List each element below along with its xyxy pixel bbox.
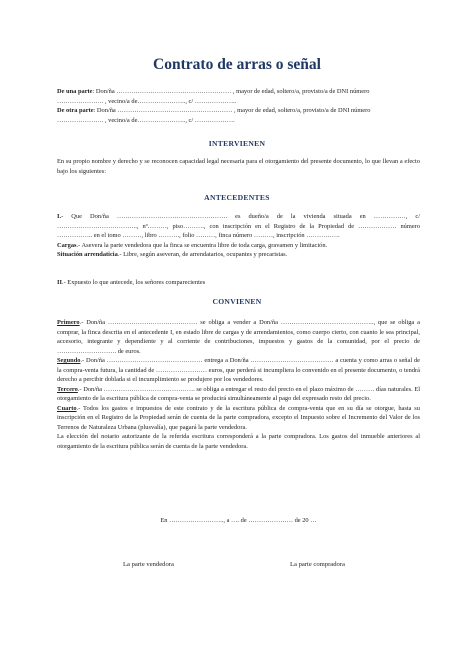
situacion-label: Situación arrendaticia <box>57 251 118 258</box>
segundo-text: .- Don/ña ……………………………………… entrega a Don/ña ………………………………… a cuenta y como arras o señal de la compra-venta futura, la cantidad de …………………… euros, que perderá si incumpliera lo convenido en el presente documento, o tendrá derecho a percibir doblada si el incumplimiento se produjere por los vendedores. <box>57 357 420 383</box>
seller-signature-label: La parte vendedora <box>123 561 174 568</box>
date-line: En …………………….., a …. de ………………… de 20 … <box>160 517 317 524</box>
tercero-text: .- Don/ña ……………………………………. se obliga a entregar el resto del precio en el plazo máximo de ……… días naturales. El otorgamiento de la escritura pública de compra-venta se producirá simultáneamente al pago del expresado resto del precio. <box>57 385 420 402</box>
seller-line-1 <box>57 87 420 97</box>
intervienen-section <box>57 157 420 176</box>
cargas-label: Cargas <box>57 241 77 249</box>
primero-text: .- Don/ña …………………………………… se obliga a vender a Don/ña …………………………………….., que se obliga a comprar, la finca descrita en el antecedente I, en estado libre de cargas y de arrendamientos, como cuerpo cierto, con cuanto le sea principal, accesorio, integrante y dependiente y al corriente de contribuciones, impuestos y gastos de la comunidad, por el precio de ………………………. de euros. <box>57 319 420 355</box>
tercero-label: Tercero <box>57 385 78 393</box>
antecedente-1-label: I. <box>57 213 62 220</box>
antecedente-2-section <box>57 278 420 288</box>
segundo-paragraph <box>57 356 420 385</box>
intervienen-text: En su propio nombre y derecho y se reconocen capacidad legal necesaria para el otorgamiento del presente documento, lo que llevan a efecto bajo los siguientes: <box>57 158 420 175</box>
cargas-paragraph <box>57 241 420 251</box>
buyer-label: De otra parte <box>57 107 94 114</box>
situacion-paragraph <box>57 250 420 260</box>
parties-section <box>57 87 420 125</box>
cargas-text: .- Asevera la parte vendedora que la finca se encuentra libre de toda carga, gravamen y limitación. <box>76 241 328 249</box>
primero-paragraph <box>57 318 420 356</box>
cuarto-text: .- Todos los gastos e impuestos de este contrato y de la escritura pública de compra-venta que en su día se otorgue, hasta su inscripción en el Registro de la Propiedad serán de cuenta de la parte compradora, excepto el Impuesto sobre el Incremento del Valor de los Terrenos de Naturaleza Urbana (plusvalía), que pagará la parte vendedora. <box>57 404 420 431</box>
seller-text-1: : Don/ña ……………………………………………… , mayor de edad, soltero/a, provisto/a de DNI número <box>92 88 370 95</box>
primero-label: Primero <box>57 319 80 326</box>
convienen-heading: CONVIENEN <box>212 297 262 306</box>
buyer-line-2: …………………. , vecino/a de………………….., c/ ………………. <box>57 116 235 124</box>
antecedentes-heading: ANTECEDENTES <box>204 193 270 202</box>
intervienen-heading: INTERVIENEN <box>208 139 266 148</box>
closing-paragraph: La elección del notario autorizante de la referida escritura corresponderá a la parte compradora. Los gastos del inmueble anteriores al otorgamiento de la escritura pública serán de cuenta de la parte vendedora. <box>57 433 420 450</box>
convienen-section <box>57 318 420 451</box>
document-title: Contrato de arras o señal <box>153 56 321 73</box>
buyer-signature-label: La parte compradora <box>290 561 345 568</box>
situacion-text: .- Libre, según aseveran, de arrendatarios, ocupantes y precaristas. <box>117 251 288 258</box>
antecedentes-section <box>57 212 420 260</box>
buyer-line-1 <box>57 106 420 116</box>
seller-label: De una parte <box>57 88 93 95</box>
antecedente-2-label: II <box>57 279 62 286</box>
seller-line-2: …………………. , vecino/a de………………….., c/ ……………….. <box>57 97 237 105</box>
tercero-paragraph <box>57 385 420 404</box>
buyer-text-1: : Don/ña ……………………………………………… , mayor de edad, soltero/a, provisto/a de DNI número <box>93 107 371 114</box>
cuarto-paragraph <box>57 404 420 433</box>
antecedente-1-text: - Que Don/ña ……………………………………………. es dueño/a de la vivienda situada en ……………, c/ ……………………………….., nº………, piso………., con inscripción en el Registro de la Propiedad de ……………… número …………….. en el tomo ………, libro ………., folio ………, finca número ………, inscripción ……………. <box>57 213 420 239</box>
segundo-label: Segundo <box>57 357 81 364</box>
cuarto-label: Cuarto <box>57 404 77 412</box>
antecedente-1 <box>57 212 420 241</box>
antecedente-2-text: .- Expuesto lo que antecede, los señores comparecientes <box>61 279 206 286</box>
antecedente-2 <box>57 278 420 288</box>
